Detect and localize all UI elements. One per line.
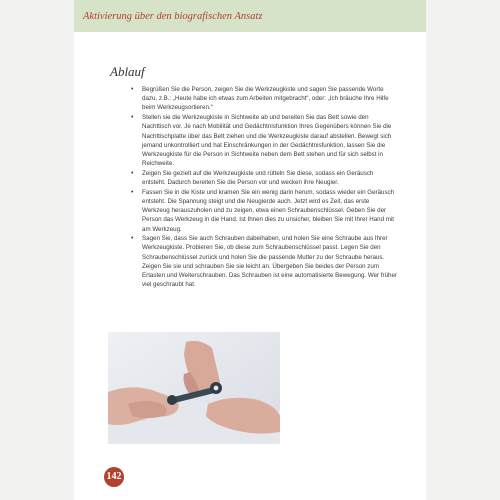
list-item-text: Zeigen Sie gezielt auf die Werkzeugkiste und rütteln Sie diese, sodass ein Geräusch entsteht. Dadurch bereiten Sie die Person vor und wecken ihre Neugier. — [142, 169, 374, 187]
book-page — [74, 0, 426, 500]
list-item-text: Fassen Sie in die Kiste und kramen Sie ein wenig darin herum, sodass wieder ein Geräusch entsteht. Die Spannung steigt und die Neugierde auch. Jetzt wird es Zeit, das erste Werkzeug herauszuholen und zu zeigen, etwa einen Schraubenschlüssel. Geben Sie der Person das Werkzeug in die Hand. Ist Ihnen dies zu unsicher, bleiben Sie mit Ihrer Hand mit am Werkzeug. — [142, 188, 395, 233]
list-item-text: Stellen sie die Werkzeugkiste in Sichtweite ab und bereiten Sie das Bett sowie den Nachttisch vor. Je nach Mobilität und Gedächtnisfunktion Ihres Gegenübers können Sie die Nachttischplatte über das Bett ziehen und die Werkzeugkiste darauf abstellen. Bewegt sich jemand unkontrolliert und hat Einschränkungen in der Gedächtnisfunktion, lassen Sie die Werkzeugkiste für die Person in Sichtweite neben dem Bett stehen und für sich selbst in Reichweite. — [142, 114, 392, 168]
bullet-glyph: • — [131, 114, 134, 122]
bullet-glyph: • — [131, 188, 134, 196]
list-item — [130, 234, 398, 289]
page-number-badge: 142 — [104, 467, 124, 487]
list-item-text: Sagen Sie, dass Sie auch Schrauben dabeihaben, und holen Sie eine Schraube aus Ihrer Werkzeugkiste. Probieren Sie, ob diese zum Schraubenschlüssel passt. Legen Sie den Schraubenschlüssel zurück und holen Sie die passende Mutter zu der Schraube heraus. Zeigen Sie sie und schrauben Sie sie leicht an. Übergeben Sie beides der Person zum Ertasten und Weiterschrauben. Das Schrauben ist eine automatisierte Bewegung. Wer früher viel geschraubt hat. — [142, 235, 397, 289]
running-header — [74, 0, 426, 32]
bullet-glyph: • — [131, 169, 134, 177]
bullet-glyph: • — [131, 235, 134, 243]
list-item — [130, 169, 398, 187]
hands-wrench-illustration — [108, 332, 280, 444]
bullet-glyph: • — [131, 86, 134, 93]
steps-list — [130, 85, 398, 290]
list-item — [130, 85, 398, 113]
section-title: Ablauf — [110, 64, 145, 79]
list-item — [130, 188, 398, 234]
hands-wrench-photo — [108, 332, 280, 444]
running-header-title: Aktivierung über den biografischen Ansatz — [83, 11, 263, 22]
list-item-text: Begrüßen Sie die Person, zeigen Sie die Werkzeugkiste und sagen Sie passende Worte dazu, z.B.: „Heute habe ich etwas zum Arbeiten mitgebracht“, oder: „Ich bräuche Ihre Hilfe beim Werkzeugsortieren.“ — [142, 86, 389, 112]
list-item — [130, 113, 398, 168]
